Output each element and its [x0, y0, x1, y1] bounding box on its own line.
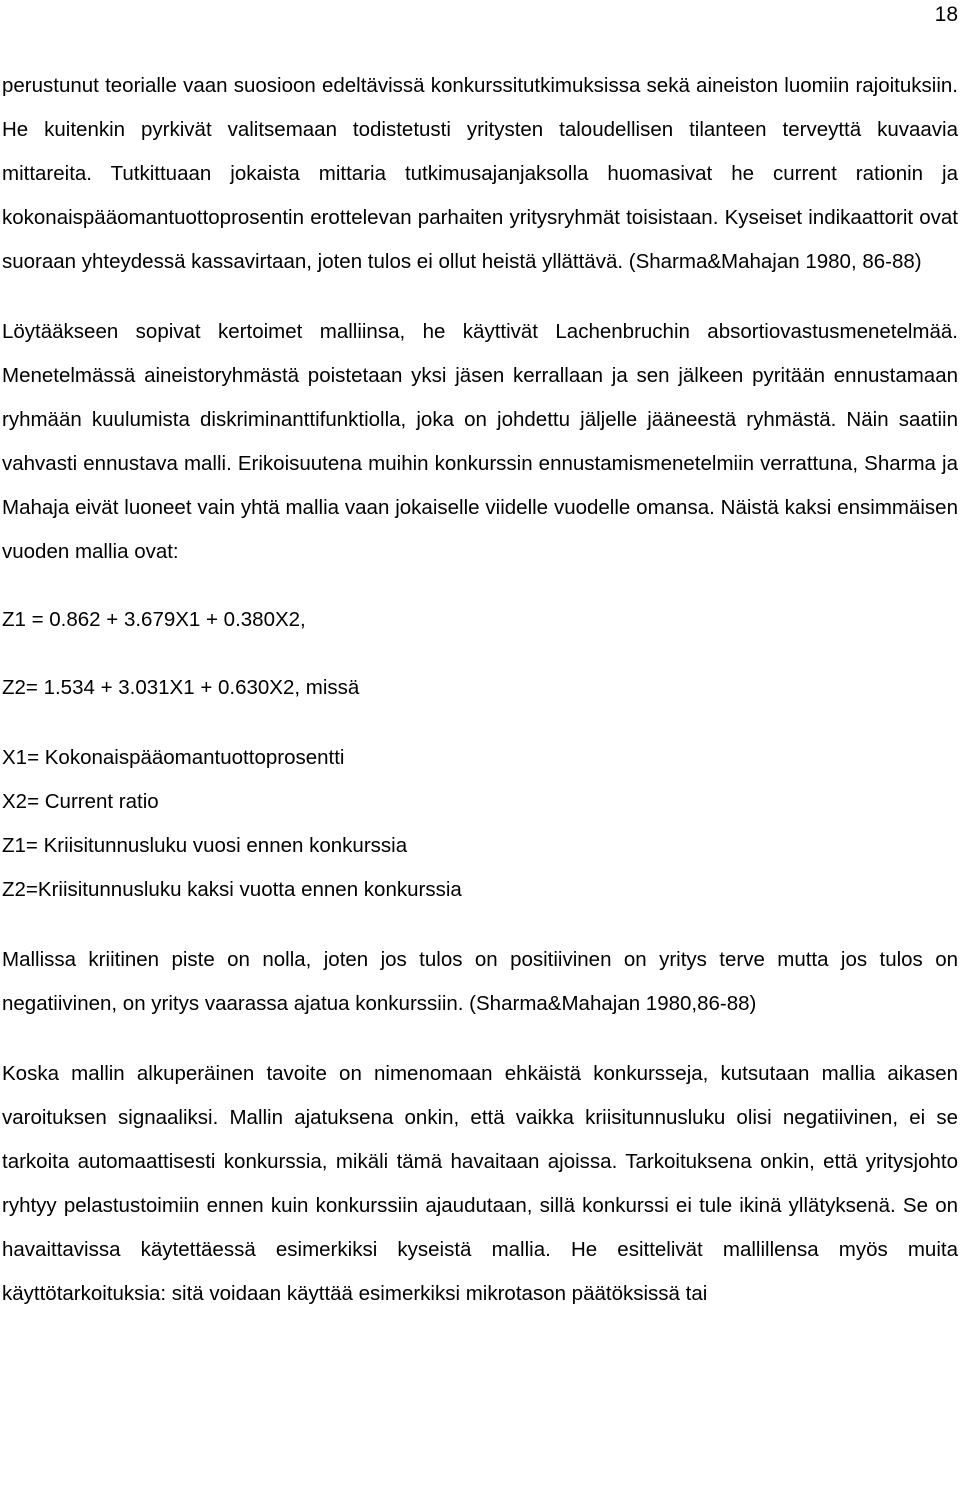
paragraph-2: Löytääkseen sopivat kertoimet malliinsa, he käyttivät Lachenbruchin absortiovastusmenetelmää. Menetelmässä aineistoryhmästä poistetaan yksi jäsen kerrallaan ja sen jälkeen pyritään ennustamaan ryhmään kuulumista diskriminanttifunktiolla, joka on johdettu jäljelle jääneestä ryhmästä. Näin saatiin vahvasti ennustava malli. Erikoisuutena muihin konkurssin ennustamismenetelmiin verrattuna, Sharma ja Mahaja eivät luoneet vain yhtä mallia vaan jokaiselle viidelle vuodelle omansa. Näistä kaksi ensimmäisen vuoden mallia ovat: [2, 320, 958, 563]
definition-z1: Z1= Kriisitunnusluku vuosi ennen konkurssia [2, 834, 408, 857]
definition-z2: Z2=Kriisitunnusluku kaksi vuotta ennen konkurssia [2, 878, 462, 901]
document-body [2, 64, 958, 1316]
paragraph-3: Mallissa kriitinen piste on nolla, joten jos tulos on positiivinen on yritys terve mutta jos tulos on negatiivinen, on yritys vaarassa ajatua konkurssiin. (Sharma&Mahajan 1980,86-88) [2, 948, 958, 1015]
definition-x2: X2= Current ratio [2, 790, 159, 813]
formula-z2: Z2= 1.534 + 3.031X1 + 0.630X2, missä [2, 676, 360, 699]
page-number: 18 [934, 3, 958, 26]
paragraph-4: Koska mallin alkuperäinen tavoite on nimenomaan ehkäistä konkursseja, kutsutaan mallia aikasen varoituksen signaaliksi. Mallin ajatuksena onkin, että vaikka kriisitunnusluku olisi negatiivinen, ei se tarkoita automaattisesti konkurssia, mikäli tämä havaitaan ajoissa. Tarkoituksena onkin, että yritysjohto ryhtyy pelastustoimiin ennen kuin konkurssiin ajaudutaan, sillä konkurssi ei tule ikinä yllätyksenä. Se on havaittavissa käytettäessä esimerkiksi kyseistä mallia. He esittelivät mallillensa myös muita käyttötarkoituksia: sitä voidaan käyttää esimerkiksi mikrotason päätöksissä tai [2, 1062, 958, 1305]
variable-definitions [2, 736, 958, 912]
paragraph-1: perustunut teorialle vaan suosioon edeltävissä konkurssitutkimuksissa sekä aineiston luomiin rajoituksiin. He kuitenkin pyrkivät valitsemaan todistetusti yritysten taloudellisen tilanteen terveyttä kuvaavia mittareita. Tutkittuaan jokaista mittaria tutkimusajanjaksolla huomasivat he current rationin ja kokonaispääomantuottoprosentin erottelevan parhaiten yritysryhmät toisistaan. Kyseiset indikaattorit ovat suoraan yhteydessä kassavirtaan, joten tulos ei ollut heistä yllättävä. (Sharma&Mahajan 1980, 86-88) [2, 74, 958, 273]
definition-x1: X1= Kokonaispääomantuottoprosentti [2, 746, 345, 769]
formula-z1: Z1 = 0.862 + 3.679X1 + 0.380X2, [2, 608, 306, 631]
